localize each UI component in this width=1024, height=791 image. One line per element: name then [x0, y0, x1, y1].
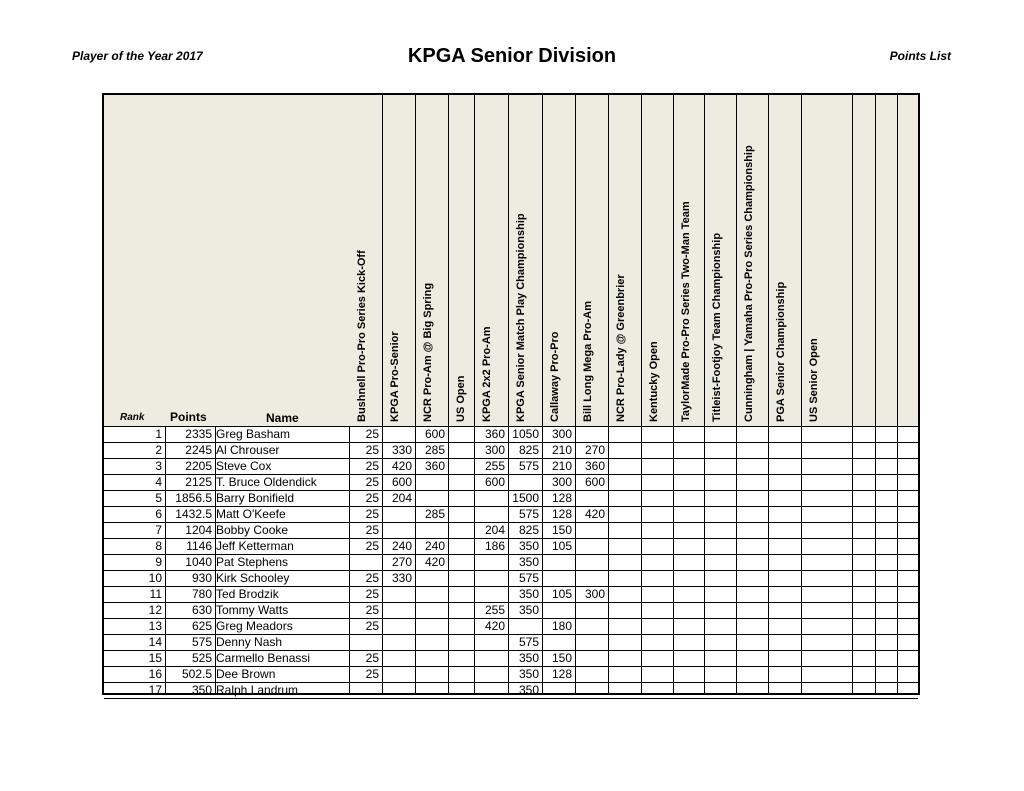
score-cell: 210	[551, 443, 572, 457]
points-cell: 575	[191, 635, 212, 649]
score-cell: 330	[391, 571, 412, 585]
event-column-header: Cunningham | Yamaha Pro-Pro Series Championship	[743, 145, 755, 422]
score-cell: 204	[484, 523, 505, 537]
score-cell: 350	[518, 587, 539, 601]
rank-cell: 3	[155, 459, 162, 473]
score-cell: 25	[365, 427, 379, 441]
grid-line	[852, 95, 853, 695]
score-cell: 575	[518, 507, 539, 521]
score-cell: 240	[391, 539, 412, 553]
header-left: Player of the Year 2017	[72, 49, 203, 63]
rank-cell: 13	[148, 619, 162, 633]
event-column-header: KPGA Senior Match Play Championship	[515, 213, 527, 422]
score-cell: 186	[484, 539, 505, 553]
column-header-rank: Rank	[120, 412, 145, 423]
name-cell: Greg Basham	[216, 427, 291, 441]
name-cell: Tommy Watts	[216, 603, 289, 617]
points-table	[102, 93, 920, 695]
rank-cell: 5	[155, 491, 162, 505]
score-cell: 25	[365, 443, 379, 457]
event-column-header: NCR Pro-Am @ Big Spring	[422, 282, 434, 422]
grid-line	[897, 95, 898, 695]
score-cell: 285	[424, 507, 445, 521]
score-cell: 128	[551, 491, 572, 505]
score-cell: 270	[391, 555, 412, 569]
score-cell: 1050	[512, 427, 539, 441]
score-cell: 575	[518, 635, 539, 649]
grid-line	[608, 95, 609, 695]
name-cell: Matt O'Keefe	[216, 507, 286, 521]
table-header-band	[104, 95, 918, 426]
score-cell: 600	[424, 427, 445, 441]
points-cell: 502.5	[181, 667, 212, 681]
rank-cell: 9	[155, 555, 162, 569]
score-cell: 25	[365, 571, 379, 585]
score-cell: 150	[551, 523, 572, 537]
column-header-name: Name	[266, 411, 299, 425]
grid-line	[641, 95, 642, 695]
points-cell: 780	[191, 587, 212, 601]
name-cell: Carmello Benassi	[216, 651, 311, 665]
name-cell: Ralph Landrum	[216, 683, 299, 697]
grid-line	[673, 95, 674, 695]
score-cell: 25	[365, 587, 379, 601]
rank-cell: 2	[155, 443, 162, 457]
score-cell: 255	[484, 459, 505, 473]
grid-line	[575, 95, 576, 695]
grid-line	[382, 95, 383, 695]
score-cell: 25	[365, 459, 379, 473]
score-cell: 360	[584, 459, 605, 473]
score-cell: 825	[518, 523, 539, 537]
score-cell: 600	[391, 475, 412, 489]
score-cell: 240	[424, 539, 445, 553]
grid-line	[768, 95, 769, 695]
grid-line	[736, 95, 737, 695]
event-column-header: TaylorMade Pro-Pro Series Two-Man Team	[680, 201, 692, 422]
score-cell: 350	[518, 555, 539, 569]
points-cell: 525	[191, 651, 212, 665]
rank-cell: 1	[155, 427, 162, 441]
rank-cell: 12	[148, 603, 162, 617]
score-cell: 360	[424, 459, 445, 473]
score-cell: 300	[484, 443, 505, 457]
name-cell: Dee Brown	[216, 667, 276, 681]
score-cell: 25	[365, 491, 379, 505]
name-cell: Kirk Schooley	[216, 571, 290, 585]
points-cell: 930	[191, 571, 212, 585]
grid-line	[875, 95, 876, 695]
score-cell: 420	[484, 619, 505, 633]
score-cell: 105	[551, 587, 572, 601]
score-cell: 420	[584, 507, 605, 521]
points-cell: 1432.5	[175, 507, 212, 521]
score-cell: 330	[391, 443, 412, 457]
score-cell: 210	[551, 459, 572, 473]
name-cell: Bobby Cooke	[216, 523, 289, 537]
score-cell: 128	[551, 667, 572, 681]
event-column-header: US Senior Open	[808, 338, 820, 422]
page-title: KPGA Senior Division	[407, 45, 617, 67]
header-right: Points List	[889, 49, 951, 63]
score-cell: 825	[518, 443, 539, 457]
score-cell: 1500	[512, 491, 539, 505]
rank-cell: 8	[155, 539, 162, 553]
score-cell: 575	[518, 459, 539, 473]
score-cell: 300	[551, 475, 572, 489]
points-cell: 1146	[186, 539, 212, 553]
score-cell: 128	[551, 507, 572, 521]
points-cell: 630	[191, 603, 212, 617]
rank-cell: 15	[148, 651, 162, 665]
name-cell: Ted Brodzik	[216, 587, 279, 601]
score-cell: 300	[551, 427, 572, 441]
points-cell: 1204	[185, 523, 212, 537]
name-cell: Jeff Ketterman	[216, 539, 294, 553]
score-cell: 350	[518, 667, 539, 681]
points-cell: 2125	[185, 475, 212, 489]
event-column-header: Titleist-Footjoy Team Championship	[711, 232, 723, 422]
rank-cell: 4	[155, 475, 162, 489]
name-cell: T. Bruce Oldendick	[216, 475, 317, 489]
event-column-header: Kentucky Open	[648, 341, 660, 422]
event-column-header: PGA Senior Championship	[775, 281, 787, 422]
event-column-header: KPGA 2x2 Pro-Am	[481, 326, 493, 422]
points-cell: 350	[191, 683, 212, 697]
points-cell: 2335	[185, 427, 212, 441]
grid-line	[704, 95, 705, 695]
name-cell: Denny Nash	[216, 635, 283, 649]
score-cell: 25	[365, 651, 379, 665]
grid-line	[801, 95, 802, 695]
name-cell: Barry Bonifield	[216, 491, 295, 505]
score-cell: 255	[484, 603, 505, 617]
score-cell: 350	[518, 539, 539, 553]
grid-line	[415, 95, 416, 695]
score-cell: 25	[365, 507, 379, 521]
score-cell: 350	[518, 603, 539, 617]
score-cell: 600	[484, 475, 505, 489]
rank-cell: 10	[148, 571, 162, 585]
score-cell: 350	[518, 651, 539, 665]
points-cell: 2245	[185, 443, 212, 457]
points-cell: 625	[191, 619, 212, 633]
score-cell: 300	[584, 587, 605, 601]
rank-cell: 14	[148, 635, 162, 649]
rank-cell: 6	[155, 507, 162, 521]
score-cell: 575	[518, 571, 539, 585]
score-cell: 204	[391, 491, 412, 505]
event-column-header: NCR Pro-Lady @ Greenbrier	[615, 274, 627, 422]
score-cell: 350	[518, 683, 539, 697]
score-cell: 25	[365, 539, 379, 553]
score-cell: 25	[365, 523, 379, 537]
score-cell: 25	[365, 667, 379, 681]
name-cell: Pat Stephens	[216, 555, 289, 569]
score-cell: 25	[365, 619, 379, 633]
event-column-header: US Open	[455, 375, 467, 422]
points-cell: 2205	[185, 459, 212, 473]
score-cell: 420	[424, 555, 445, 569]
rank-cell: 11	[149, 587, 162, 601]
score-cell: 270	[584, 443, 605, 457]
name-cell: Al Chrouser	[216, 443, 280, 457]
score-cell: 25	[365, 475, 379, 489]
rank-cell: 17	[148, 683, 162, 697]
column-header-points: Points	[170, 410, 207, 424]
points-cell: 1040	[185, 555, 212, 569]
name-cell: Greg Meadors	[216, 619, 293, 633]
row-divider	[104, 698, 918, 699]
event-column-header: Bill Long Mega Pro-Am	[582, 301, 594, 422]
event-column-header: KPGA Pro-Senior	[389, 331, 401, 422]
rank-cell: 16	[148, 667, 162, 681]
event-column-header: Callaway Pro-Pro	[549, 331, 561, 422]
score-cell: 360	[484, 427, 505, 441]
points-cell: 1856.5	[175, 491, 212, 505]
name-cell: Steve Cox	[216, 459, 272, 473]
event-column-header: Bushnell Pro-Pro Series Kick-Off	[356, 250, 368, 422]
score-cell: 150	[551, 651, 572, 665]
grid-line	[448, 95, 449, 695]
score-cell: 285	[424, 443, 445, 457]
grid-line	[542, 95, 543, 695]
score-cell: 180	[551, 619, 572, 633]
score-cell: 105	[551, 539, 572, 553]
score-cell: 600	[584, 475, 605, 489]
score-cell: 25	[365, 603, 379, 617]
score-cell: 420	[391, 459, 412, 473]
rank-cell: 7	[155, 523, 162, 537]
